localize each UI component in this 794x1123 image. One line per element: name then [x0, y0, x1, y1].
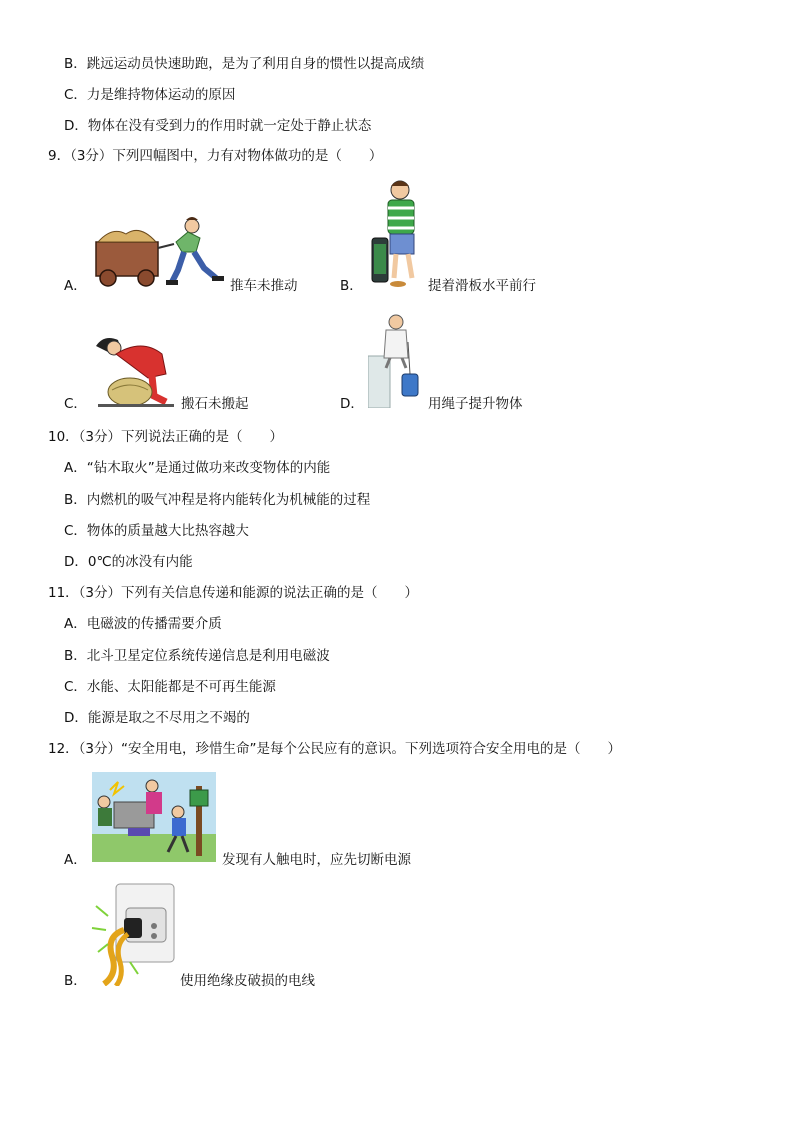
q8-option-d: D．物体在没有受到力的作用时就一定处于静止状态 — [64, 118, 372, 134]
q12-stem: 12．（3分）“安全用电，珍惜生命”是每个公民应有的意识。下列选项符合安全用电的是（ ） — [48, 741, 622, 757]
q10-option-c: C．物体的质量越大比热容越大 — [64, 523, 249, 539]
q9-option-d-letter: D． — [340, 396, 364, 412]
q12-option-b-letter: B． — [64, 973, 87, 989]
q10-stem: 10．（3分）下列说法正确的是（ ） — [48, 429, 284, 445]
q10-option-d: D．0℃的冰没有内能 — [64, 554, 193, 570]
q12-option-b-caption: 使用绝缘皮破损的电线 — [180, 973, 315, 989]
q10-option-a: A．“钻木取火”是通过做功来改变物体的内能 — [64, 460, 331, 476]
pushing-cart-illustration — [92, 212, 226, 288]
carrying-skateboard-illustration — [368, 178, 424, 290]
q11-option-d: D．能源是取之不尽用之不竭的 — [64, 710, 250, 726]
q8-option-c: C．力是维持物体运动的原因 — [64, 87, 236, 103]
q11-stem: 11．（3分）下列有关信息传递和能源的说法正确的是（ ） — [48, 585, 419, 601]
q11-option-a: A．电磁波的传播需要介质 — [64, 616, 222, 632]
q9-option-c-caption: 搬石未搬起 — [181, 396, 249, 412]
q11-option-b: B．北斗卫星定位系统传递信息是利用电磁波 — [64, 648, 330, 664]
q9-option-b-letter: B． — [340, 278, 363, 294]
q9-option-b-caption: 提着滑板水平前行 — [428, 278, 536, 294]
q9-option-a-caption: 推车未推动 — [230, 278, 298, 294]
q10-option-b: B．内燃机的吸气冲程是将内能转化为机械能的过程 — [64, 492, 371, 508]
lifting-stone-illustration — [92, 332, 178, 410]
q12-option-a-letter: A． — [64, 852, 87, 868]
q9-option-c-letter: C． — [64, 396, 87, 412]
q12-option-a-caption: 发现有人触电时，应先切断电源 — [222, 852, 411, 868]
electric-shock-rescue-illustration — [92, 772, 216, 862]
q9-option-a-letter: A． — [64, 278, 87, 294]
q11-option-c: C．水能、太阳能都是不可再生能源 — [64, 679, 276, 695]
q8-option-b: B．跳远运动员快速助跑，是为了利用自身的惯性以提高成绩 — [64, 56, 425, 72]
damaged-wire-plug-illustration — [90, 878, 176, 986]
q9-option-d-caption: 用绳子提升物体 — [428, 396, 523, 412]
rope-lifting-illustration — [368, 312, 424, 408]
q9-stem: 9．（3分）下列四幅图中，力有对物体做功的是（ ） — [48, 148, 383, 164]
